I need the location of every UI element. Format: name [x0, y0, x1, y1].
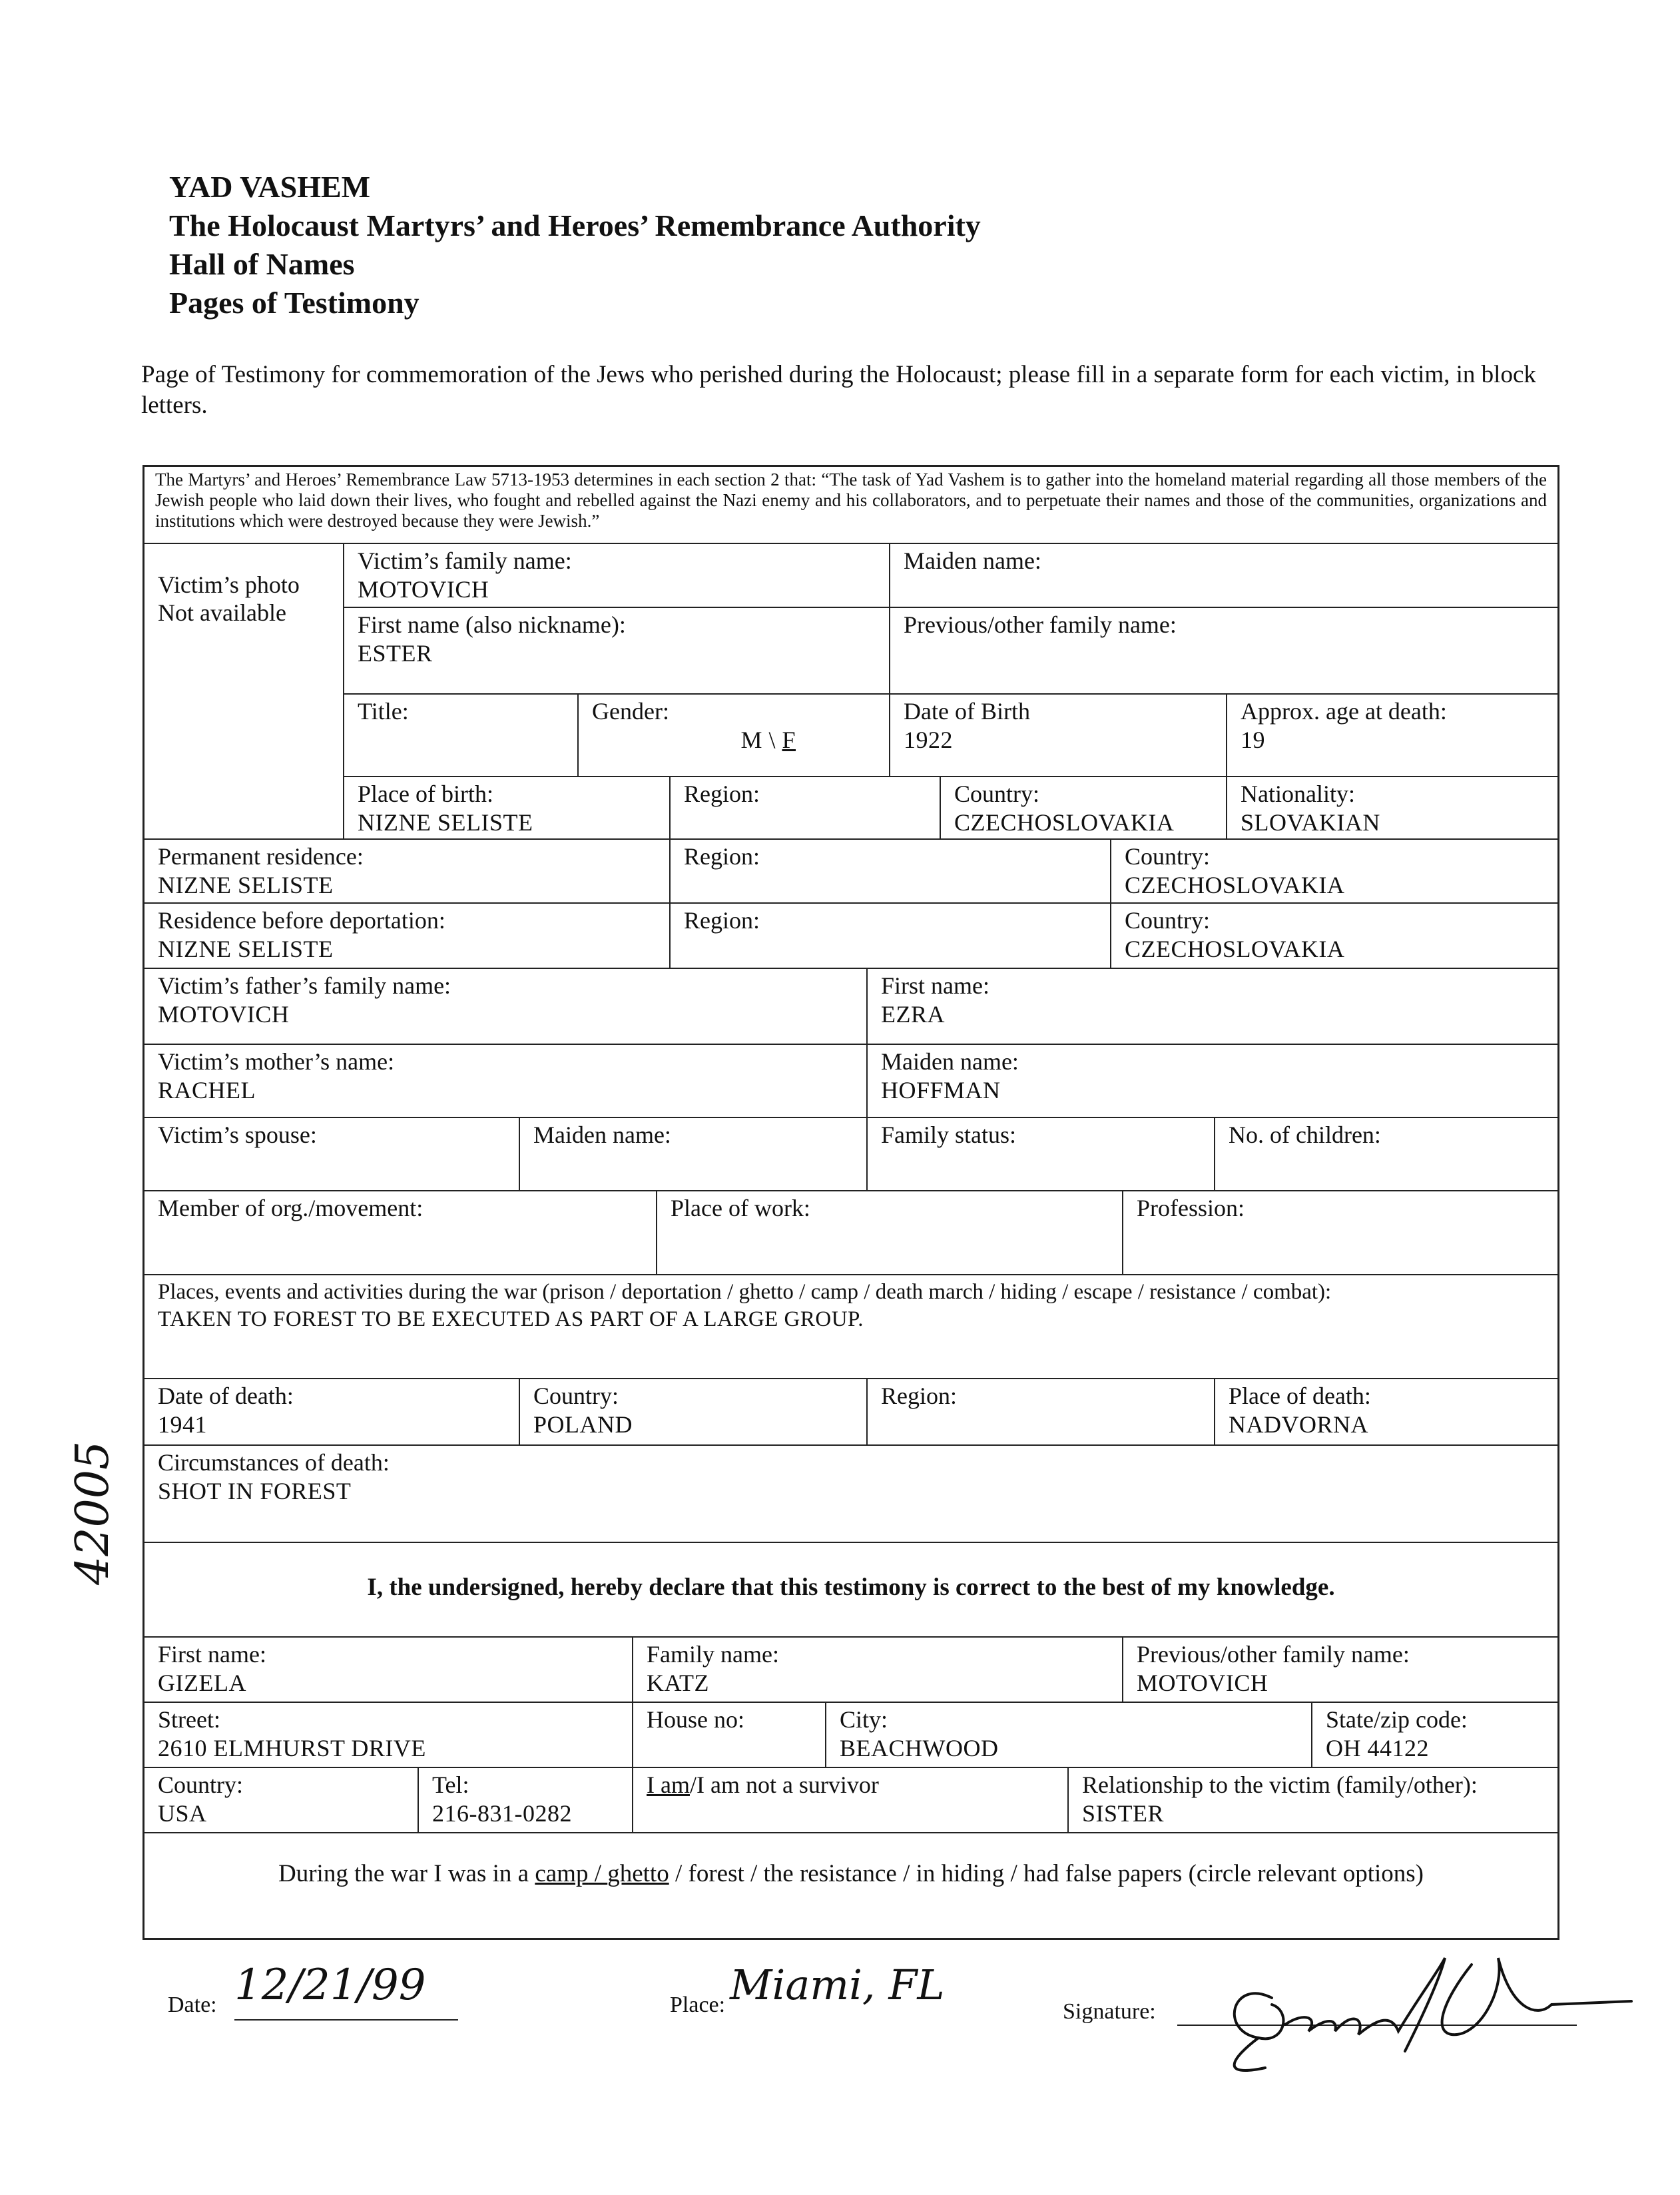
photo-label: Victim’s photo	[158, 571, 300, 598]
submitter-family-name-cell[interactable]	[633, 1638, 1123, 1703]
death-region-label: Region:	[881, 1383, 957, 1409]
header	[169, 168, 981, 322]
children-label: No. of children:	[1229, 1121, 1381, 1148]
father-family-name-cell[interactable]	[144, 969, 868, 1045]
dob-cell[interactable]	[890, 695, 1227, 777]
before-country-value: CZECHOSLOVAKIA	[1125, 936, 1345, 962]
city-label: City:	[840, 1706, 888, 1733]
date-handwritten[interactable]: 12/21/99	[234, 1961, 426, 2010]
dob-value: 1922	[904, 727, 953, 753]
date-label: Date:	[168, 1993, 217, 2017]
death-region-cell[interactable]	[868, 1379, 1215, 1446]
birth-country-value: CZECHOSLOVAKIA	[954, 809, 1175, 836]
nationality-label: Nationality:	[1241, 781, 1355, 807]
place-of-work-label: Place of work:	[671, 1195, 810, 1221]
spouse-maiden-cell[interactable]	[520, 1118, 868, 1191]
submitter-country-label: Country:	[158, 1771, 244, 1798]
survivor-options	[647, 1771, 1054, 1799]
place-of-birth-label: Place of birth:	[358, 781, 493, 807]
street-cell[interactable]	[144, 1703, 633, 1768]
birth-region-label: Region:	[684, 781, 760, 807]
survivor-rest: /I am not a survivor	[689, 1771, 879, 1798]
mother-name-cell[interactable]	[144, 1045, 868, 1118]
gender-m: M	[740, 727, 762, 753]
submitter-prev-name-cell[interactable]	[1123, 1638, 1557, 1703]
submitter-country-value: USA	[158, 1800, 207, 1827]
father-first-name-cell[interactable]	[868, 969, 1557, 1045]
death-country-cell[interactable]	[520, 1379, 868, 1446]
place-of-work-cell[interactable]	[657, 1191, 1123, 1275]
circumstances-value: SHOT IN FOREST	[158, 1478, 352, 1504]
survivor-cell[interactable]	[633, 1768, 1069, 1833]
option-ghetto-selected: ghetto	[607, 1860, 669, 1887]
permanent-residence-label: Permanent residence:	[158, 843, 364, 870]
org-name: YAD VASHEM	[169, 170, 371, 204]
authority-name: The Holocaust Martyrs’ and Heroes’ Remembrance Authority	[169, 208, 981, 242]
photo-cell	[144, 544, 344, 840]
residence-before-label: Residence before deportation:	[158, 907, 445, 934]
residence-before-cell[interactable]	[144, 904, 671, 969]
during-war-prefix: During the war I was in a	[278, 1860, 535, 1887]
age-label: Approx. age at death:	[1241, 698, 1447, 725]
title-cell[interactable]	[344, 695, 579, 777]
state-zip-cell[interactable]	[1312, 1703, 1557, 1768]
age-value: 19	[1241, 727, 1265, 753]
submitter-first-name-cell[interactable]	[144, 1638, 633, 1703]
org-movement-label: Member of org./movement:	[158, 1195, 423, 1221]
perm-country-cell[interactable]	[1111, 840, 1557, 904]
survivor-am-selected: I am	[647, 1771, 690, 1798]
state-zip-value: OH 44122	[1326, 1735, 1429, 1761]
victim-family-name-value: MOTOVICH	[358, 576, 489, 603]
death-country-value: POLAND	[533, 1411, 633, 1438]
gender-f-selected: F	[782, 727, 796, 753]
death-date-label: Date of death:	[158, 1383, 294, 1409]
tel-label: Tel:	[432, 1771, 469, 1798]
mother-maiden-label: Maiden name:	[881, 1048, 1019, 1075]
children-cell[interactable]	[1215, 1118, 1557, 1191]
relationship-label: Relationship to the victim (family/other):	[1082, 1771, 1478, 1798]
option-camp-selected: camp	[535, 1860, 589, 1887]
perm-region-cell[interactable]	[671, 840, 1111, 904]
photo-status: Not available	[158, 599, 286, 626]
perm-region-label: Region:	[684, 843, 760, 870]
spouse-cell[interactable]	[144, 1118, 520, 1191]
relationship-value: SISTER	[1082, 1800, 1165, 1827]
victim-first-name-label: First name (also nickname):	[358, 611, 626, 638]
tel-value: 216-831-0282	[432, 1800, 572, 1827]
city-cell[interactable]	[826, 1703, 1312, 1768]
org-movement-cell[interactable]	[144, 1191, 657, 1275]
place-handwritten[interactable]: Miami, FL	[730, 1961, 945, 2009]
date-line	[234, 2019, 458, 2021]
declaration-cell	[144, 1543, 1557, 1638]
option-separator: /	[588, 1860, 608, 1887]
perm-country-value: CZECHOSLOVAKIA	[1125, 872, 1345, 898]
dob-label: Date of Birth	[904, 698, 1030, 725]
gender-cell[interactable]	[579, 695, 890, 777]
circumstances-cell[interactable]	[144, 1446, 1557, 1543]
side-handwritten-number: 42005	[67, 1440, 119, 1585]
mother-maiden-value: HOFFMAN	[881, 1077, 1001, 1103]
family-status-label: Family status:	[881, 1121, 1017, 1148]
signature-label: Signature:	[1063, 1999, 1156, 2024]
submitter-family-name-value: KATZ	[647, 1670, 709, 1696]
gender-label: Gender:	[592, 698, 669, 725]
spouse-maiden-label: Maiden name:	[533, 1121, 671, 1148]
submitter-first-name-value: GIZELA	[158, 1670, 246, 1696]
mother-name-label: Victim’s mother’s name:	[158, 1048, 395, 1075]
victim-prev-name-label: Previous/other family name:	[904, 611, 1177, 638]
mother-maiden-cell[interactable]	[868, 1045, 1557, 1118]
birth-region-cell[interactable]	[671, 777, 941, 840]
victim-family-name-cell[interactable]	[344, 544, 890, 608]
father-first-name-value: EZRA	[881, 1001, 945, 1028]
law-text: The Martyrs’ and Heroes’ Remembrance Law 5713-1953 determines in each section 2 that: “The task of Yad Vashem is to gather into the homeland material regarding all those members of the Jewish people who laid down their lives, who fought and rebelled against the Nazi enemy and his collaborators, and to perpetuate their names and those of the communities, organizations and institutions which were destroyed because they were Jewish.”	[144, 467, 1557, 544]
signature-scribble[interactable]	[1192, 1918, 1645, 2078]
birth-country-label: Country:	[954, 781, 1040, 807]
war-activities-label: Places, events and activities during the war (prison / deportation / ghetto / camp / death march / hiding / escape / resistance / combat):	[158, 1280, 1332, 1304]
profession-label: Profession:	[1137, 1195, 1245, 1221]
war-activities-value: TAKEN TO FOREST TO BE EXECUTED AS PART OF A LARGE GROUP.	[158, 1307, 864, 1331]
tel-cell[interactable]	[419, 1768, 633, 1833]
spouse-label: Victim’s spouse:	[158, 1121, 317, 1148]
street-value: 2610 ELMHURST DRIVE	[158, 1735, 426, 1761]
before-region-cell[interactable]	[671, 904, 1111, 969]
death-date-value: 1941	[158, 1411, 207, 1438]
victim-prev-name-cell[interactable]	[890, 608, 1557, 695]
gender-options	[592, 725, 876, 755]
circumstances-label: Circumstances of death:	[158, 1449, 390, 1476]
death-date-cell[interactable]	[144, 1379, 520, 1446]
permanent-residence-value: NIZNE SELISTE	[158, 872, 334, 898]
house-no-label: House no:	[647, 1706, 744, 1733]
place-of-birth-cell[interactable]	[344, 777, 671, 840]
form-title: Pages of Testimony	[169, 286, 420, 320]
gender-separator: \	[762, 727, 782, 753]
nationality-value: SLOVAKIAN	[1241, 809, 1380, 836]
submitter-country-cell[interactable]	[144, 1768, 419, 1833]
death-country-label: Country:	[533, 1383, 619, 1409]
residence-before-value: NIZNE SELISTE	[158, 936, 334, 962]
father-family-name-label: Victim’s father’s family name:	[158, 972, 451, 999]
submitter-family-name-label: Family name:	[647, 1641, 779, 1668]
city-value: BEACHWOOD	[840, 1735, 999, 1761]
declaration-text: I, the undersigned, hereby declare that this testimony is correct to the best of my knowledge.	[367, 1574, 1335, 1601]
death-place-label: Place of death:	[1229, 1383, 1371, 1409]
mother-name-value: RACHEL	[158, 1077, 256, 1103]
father-first-name-label: First name:	[881, 972, 989, 999]
before-country-label: Country:	[1125, 907, 1211, 934]
state-zip-label: State/zip code:	[1326, 1706, 1468, 1733]
testimony-form	[142, 465, 1559, 1940]
submitter-first-name-label: First name:	[158, 1641, 266, 1668]
place-of-birth-value: NIZNE SELISTE	[358, 809, 533, 836]
submitter-prev-name-label: Previous/other family name:	[1137, 1641, 1410, 1668]
during-war-text	[158, 1859, 1544, 1889]
victim-first-name-cell[interactable]	[344, 608, 890, 695]
street-label: Street:	[158, 1706, 220, 1733]
house-no-cell[interactable]	[633, 1703, 826, 1768]
relationship-cell[interactable]	[1069, 1768, 1557, 1833]
place-label: Place:	[670, 1993, 726, 2017]
nationality-cell[interactable]	[1227, 777, 1557, 840]
title-label: Title:	[358, 698, 409, 725]
perm-country-label: Country:	[1125, 843, 1211, 870]
age-cell[interactable]	[1227, 695, 1557, 777]
hall-name: Hall of Names	[169, 247, 355, 281]
birth-country-cell[interactable]	[941, 777, 1227, 840]
before-region-label: Region:	[684, 907, 760, 934]
permanent-residence-cell[interactable]	[144, 840, 671, 904]
during-war-rest: / forest / the resistance / in hiding / had false papers (circle relevant options)	[669, 1860, 1424, 1887]
victim-maiden-name-cell[interactable]	[890, 544, 1557, 608]
family-status-cell[interactable]	[868, 1118, 1215, 1191]
submitter-prev-name-value: MOTOVICH	[1137, 1670, 1268, 1696]
victim-first-name-value: ESTER	[358, 640, 433, 667]
intro-text: Page of Testimony for commemoration of the Jews who perished during the Holocaust; please fill in a separate form for each victim, in block letters.	[141, 361, 1536, 419]
victim-family-name-label: Victim’s family name:	[358, 547, 572, 574]
victim-maiden-name-label: Maiden name:	[904, 547, 1041, 574]
before-country-cell[interactable]	[1111, 904, 1557, 969]
profession-cell[interactable]	[1123, 1191, 1557, 1275]
death-place-value: NADVORNA	[1229, 1411, 1368, 1438]
death-place-cell[interactable]	[1215, 1379, 1557, 1446]
war-activities-cell[interactable]	[144, 1275, 1557, 1379]
father-family-name-value: MOTOVICH	[158, 1001, 290, 1028]
